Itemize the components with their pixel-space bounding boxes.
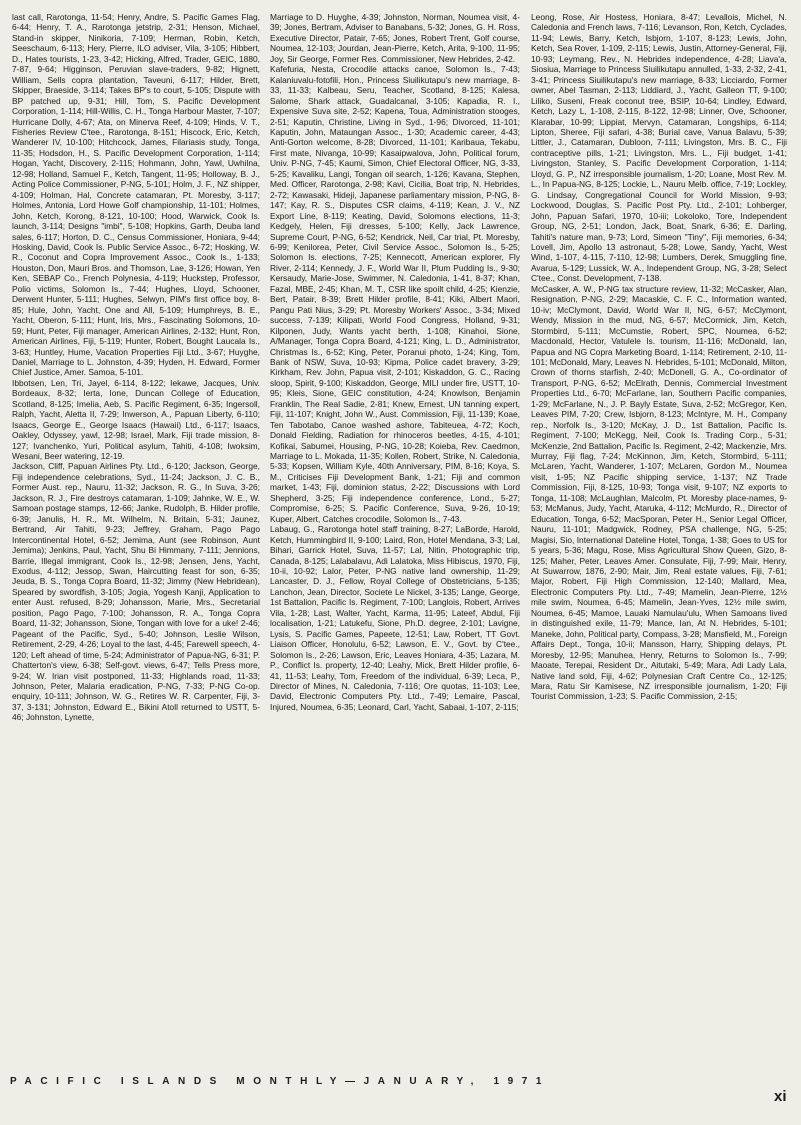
index-paragraph: Labaug, G., Rarotonga hotel staff training, 8-27; LaBorde, Harold, Ketch, Hummingbird II, 9-100; Laird, Ron, Hotel Mendana, 3-3; Lal, Bihari, Garrick Hotel, Suva, 11-57; Lal, Nitin, Photographic trip, Canada, 8-125; Lalabalavu, Adi Lalatoka, Miss Hibiscus, 1970, Fiji, 10-ii, 10-92; Lalor, Peter, P-NG native land ownership, 11-29; Lancaster, D. J., Fellow, Royal College of Obstetricians, 5-135; Lanchon, Jean, Director, Societe Le Nickel, 3-135; Lange, George, 1st Battalion, Pacific Is. Regiment, 7-100; Langlois, Robert, Arrives Vila, 1-28; Last, Walter, Yacht, Karma, 11-95; Lateef, Abdul, Fiji localisation, 1-21; Latukefu, Sione, Ph.D. degree, 2-101; Lavigne, Lysis, S. Pacific Games, Papeete, 12-51; Law, Robert, TT Govt. Liaison Officer, Honolulu, 6-52; Lawson, E. V., Govt. by C'tee., Solomon Is., 2-26; Lawson, Eric, Leaves Honiara, 4-35; Lazara, M. P., Conflict Is. property, 12-40; Leahy, Mick, Brett Hilder profile, 6-41, 11-53; Leahy, Tom, Freedom of the individual, 6-39; Leca, P., Director of Mines, N. Caledonia, 7-116; Ore quotas, 11-103; Lee, David, Electronic Computers Pty. Ltd., 7-49; Lemaire, Pascal, Injured, Noumea, 6-35; Leonard, Carl, Yacht, Sabaai, 1-107, 2-115;	[270, 524, 520, 712]
index-paragraph: last call, Rarotonga, 11-54; Henry, Andre, S. Pacific Games Flag, 6-44; Henry, T. A., Rarotonga jetstrip, 2-31; Henson, Michael, Stand-in skipper, Ninikoria, 7-109; Herman, Robin, Ketch, Seeschaum, 6-113; Hery, Pierre, ILO adviser, Vila, 3-105; Hibbert, D., Hates tourists, 1-23, 3-42; Hicking, Alfred, Trader, GEIC, 1880, 7-87, 9-64; Higginson, Peruvian slave-traders, 9-82; Hignett, William, Sells copra plantation, Taveuni, 6-117; Hilder, Brett, Skipper, Braeside, 3-114; Takes BP's to court, 5-105; Dispute with BP patched up, 9-31; Hill, Tom, S. Pacific Development Corporation, 1-114; Hill-Willis, C. H., Tonga Harbour Master, 7-107; Hurricane Dolly, 4-67; Ata, on Minerva Reef, 4-109; Hinds, V. T., Fisheries Review C'tee., Rarotonga, 8-151; Hiscock, Eric, Ketch, Wanderer IV, 10-100; Hitchcock, James, Filariasis study, Tonga, 11-35; Hodsdon, H., S. Pacific Development Corporation, 1-114; Hogan, Yacht, Discovery, 2-115; Hohmann, John, Yawl, Uwhilna, 12-98; Holland, Samuel F., Ketch, Tangent, 11-95; Holloway, B. J., Acting Police Commissioner, P-NG, 5-101; Holm, J. F., NZ shipper, 4-109; Holman, Hal, Concrete catamaran, Pt. Moresby, 3-117; Holmes, Antonia, Lord Howe Golf championship, 11-101; Holmes, John, Ketch, Korong, 8-121, 10-100; Hood, Warwick, Cook Is. launch, 3-114; Designs "imbi", 5-108; Hopkins, Garth, Deuba land sales, 6-117; Horton, D. C., Census Commissioner, Honiara, 9-44; Hosking, David, Cook Is. Public Service Assoc., 6-72; Hosking, W. R., Coconut and Copra Improvement Assoc., Cook Is., 1-133; Houston, Don, Mauri Bros. and Thomson, Lae, 3-126; Howan, Yen Ken, SEBAP Co., French Polynesia, 4-119; Huckstep, Professor, Polio victims, Solomon Is., 7-44; Hughes, Lloyd, Schooner, Derwent Hunter, 5-111; Hughes, Selwyn, PIM's first office boy, 8-85; Hule, John, Yacht, One and All, 5-109; Humphreys, B. E., Yacht, Oberon, 5-111; Hunt, Iris, Mrs., Fascinating Solomons, 10-59; Hunt, Peter, Fiji manager, American Airlines, 2-132; Hunt, Ron, American Airlines, Fiji, 5-119; Hunter, Robert, Bought Laucala Is., 3-63; Huntley, Hume, Vacation Properties Fiji Ltd., 3-67; Huyghe, Daniel, Marriage to L. Johnston, 4-39; Hyden, H. Edward, Former Chief Justice, Amer. Samoa, 5-101.	[12, 12, 260, 378]
index-column-1	[12, 12, 260, 1070]
index-paragraph: McCasker, A. W., P-NG tax structure review, 11-32; McCasker, Alan, Resignation, P-NG, 2-29; Macaskie, C. F. C., Information wanted, 10-iv; McClymont, David, World War II, NG, 6-57; McClymont, Wendy, Mission in the mud, NG, 6-57; McCormick, Jim, Ketch, Stormbird, 5-111; McCumstie, Robert, SPC, Noumea, 6-52; Macdonald, Hector, Vatulele Is. tourism, 11-116; McDonald, Ian, Papua and NG Copra Marketing Board, 1-114; Retirement, 2-10, 11-101; McDonald, Mary, Leaves N. Hebrides, 5-101; McDonald, Milton, Crown of thorns starfish, 2-40; McDonell, G. A., Co-ordinator of Transport, P-NG, 6-52; McElrath, Dennis, Commercial Investment Properties Ltd., 6-70; McFarlane, Ian, Southern Pacific companies, 1-29; McFarlane, N., J. P. Bayly Estate, Suva, 2-52; McGregor, Ken, Leaves PIM, 7-20; Crew, Isbjorn, 8-123; McIntyre, M. H., Company rep., Norfolk Is., 3-120; McKay, J. D., 1st Battalion, Pacific Is. Regiment, 7-100; McKegg, Neil, Cook Is. Trading Corp., 5-31; McKenzie, 2nd Battalion, Pacific Is. Regiment, 2-42; Mackenzie, Mrs. Murray, Fiji flag, 7-24; McKinnon, Jim, Ketch, Stormbird, 5-111; McLaren, Yacht, Wanderer, 1-107; McLaren, Gordon M., Noumea visit, 1-95; NZ Pacific shipping service, 1-137; NZ Trade Commission, Fiji, 8-125, 10-93; Tonga visit, 9-107; NZ exports to Tonga, 11-108; McLaughlan, Malcolm, Pt. Moresby place-names, 9-53; McManus, Judy, Yacht, Ataruka, 4-112; McMurdo, R., Director of Education, Tonga, 6-52; MacSporan, Peter H., Senior Legal Officer, Nauru, 11-101; Madgwick, Rodney, PSA challenge, NG, 5-25; Magisi, Sio, International Dateline Hotel, Tonga, 1-38; Goes to US for 5 years, 5-36; Magu, Rose, Miss Agricultural Show Queen, Gizo, 8-125; Maher, Peter, Leaves Amer. Consulate, Fiji, 7-99; Mair, Henry, At Suwarrow, 1876, 2-90; Mair, Jim, Real estate values, Fiji, 7-61; Major, Robert, Fiji High Commission, 12-140; Mallard, Mea, Electronic Computers Pty. Ltd., 7-49; Mamelin, Jean-Pierre, 12½ mile swim, Noumea, 6-45; Mamelin, Jean-Yves, 12½ mile swim, Noumea, 6-45; Mamoe, Lauaki Namulau'ulu, When Samoans lived in distinguished exile, 11-79; Mance, Ian, At N. Hebrides, 5-101; Maneke, John, Political party, Compass, 3-28; Mansfield, M., Foreign Affairs Dept., Tonga, 10-ii; Mansson, Harry, Shipping delays, Pt. Moresby, 12-95; Manuhea, Henry, Returns to Solomon Is., 7-99; Maoate, Terepai, Resident Dr., Aitutaki, 5-49; Mara, Adi Lady Lala, Native land sold, Fiji, 4-62; Polynesian Craft Centre Co., 12-125; Mara, Ratu Sir Kamisese, NZ irresponsible journalism, 1-20; Fiji Tourist Commission, 1-23; S. Pacific Commission, 2-15;	[531, 283, 787, 702]
page-number: xi	[774, 1088, 787, 1105]
index-column-3	[531, 12, 787, 1070]
footer-title: PACIFIC ISLANDS MONTHLY—JANUARY, 1971	[10, 1076, 551, 1087]
page-footer	[0, 1072, 801, 1112]
index-column-2	[270, 12, 520, 1070]
index-paragraph: Leong, Rose, Air Hostess, Honiara, 8-47; Levallois, Michel, N. Caledonia and French laws, 7-116; Levanson, Ron, Ketch, Cyclades, 11-94; Lewis, Barry, Ketch, Isbjorn, 1-107, 8-123; Lewis, John, Ketch, Sea Rover, 1-109, 2-115; Lewis, Justin, Attorney-General, Fiji, 10-93; Leymang, Rev., N. Hebrides independence, 4-28; Liava'a, Siosiua, Marriage to Princess Siuilikutapu annulled, 1-33, 2-32, 2-41, 3-41; Princess Siuilikutapu's new marriage, 8-33; Licciardo, Former owner, Abel Tasman, 2-113; Liddiard, J., Yacht, Galleon TT, 9-100; Liliko, Suseni, Freak coconut tree, BSIP, 10-64; Lindley, Edward, Ketch, Lazy L, 1-108, 2-115, 8-122, 12-98; Linner, Ove, Schooner, Klarabar, 10-99; Lippiat, Mervyn, Catamaran, Longships, 6-114; Lipton, Sheree, Fiji safari, 4-38; Burial cave, Vanua Balavu, 5-39; Littler, J., Catamaran, Dubloon, 7-111; Livingston, Mrs. B. C., Fiji contraceptive pills, 1-21; Livingston, Mrs. L., Fiji budget, 1-41; Livingston, Stanley, S. Pacific Development Corporation, 1-114; Lloyd, G. P., NZ irresponsible journalism, 1-20; Loane, Most Rev. M. L., In Papua-NG, 8-125; Lockie, L., Nauru Melb. office, 7-19; Lockley, G. Lindsay, Congregational Council for World Mission, 9-93; Lockwood, Douglas, S. Pacific Post Pty. Ltd., 2-101; Lohberger, John, Papuan Safari, 1970, 10-iii; Lokoloko, Tore, Independent Group, NG, 2-51; London, Jack, Boat, Snark, 6-36; E. Darling, Tahiti's nature man, 9-73; Lord, Simeon "Tiny", Fiji memories, 6-34; Lovell, Jim, Apollo 13 astronaut, 5-28; Lowe, Sandy, Yacht, West Wind, 1-107, 4-115, 7-110, 12-98; Lumbers, Derek, Smuggling fine, Avarua, 5-129; Lussick, W. A., Independent Group, NG, 3-28; Select C'tee., Const. Development, 7-138.	[531, 12, 787, 284]
index-paragraph: Jackson, Cliff, Papuan Airlines Pty. Ltd., 6-120; Jackson, George, Fiji independence celebrations, Syd., 11-24; Jackson, J. C. B., Former Aust. rep., Nauru, 11-32; Jackson, R. G., In Suva, 3-26; Jackson, R. J., Fire destroys catamaran, 1-109; Jahnke, W. E., W. Samoan postage stamps, 12-66; Janke, Rudolph, B. Hilder profile, 6-39; Janulis, H. R., Mt. Wilhelm, N. Britain, 5-31; Jaunez, Bertrand, Air Tahiti, 9-23; Jeffrey, Graham, Pago Pago Intercontinental Hotel, 6-52; Jemima, Aunt (see Robinson, Aunt Jemima); Jenkins, Paul, Yacht, Shu Bi Himmany, 7-111; Jennions, Barrie, Illegal immigrant, Cook Is., 12-98; Jensen, Jens, Yacht, Exodus, 4-112; Jessop, Swan, Haircutting feast for son, 6-35; Jeuda, B. S., Tonga Copra Board, 11-32; Jimmy (New Hebridean), Speared by swordfish, 3-105; Jogia, Yogesh Kanji, Application to enter Aust. refused, 8-29; Johansson, Marie, Mrs., Secretarial position, Pago Pago, 7-100; Johansson, R. A., Tonga Copra Board, 11-32; Johansson, Sione, Tongan with love for a uke! 2-46; Pageant of the Pacific, Syd., 5-40; Johnson, Leslie Wilson, Retirement, 2-29, 4-26; Loyal to the last, 4-45; Farewell speech, 4-120; Left ahead of time, 5-24; Administrator of Papua-NG, 6-31; P. Chatterton's view, 6-38; Self-govt. views, 6-47; Tells Press more, 9-24; W. Irian visit postponed, 11-33; Highlands road, 11-33; Johnson, Peter, Malaria eradication, P-NG, 7-33; P-NG Co-op. enquiry, 10-111; Johnson, W. G., Retires W. R. Carpenter, Fiji, 3-37, 3-131; Johnston, Edward E., Bikini Atoll returned to USTT, 5-46; Johnston, Lynette,	[12, 461, 260, 723]
index-paragraph: Kafefuria, Nesta, Crocodile attacks canoe, Solomon Is., 7-43; Kalaniuvalu-fotofili, Hon., Princess Siuilikutapu's new marriage, 8-33, 11-33; Kalbeau, Seru, Teacher, Scotland, 8-125; Kalesa, Salome, Shark attack, Guadalcanal, 3-105; Kapadia, R. I., Expensive Suva site, 2-52; Kapena, Toua, Administration stooges, 2-51; Kaputin, Christine, Living in Syd., 1-96; Divorced, 11-101; Kaputin, John, Mataungan Assoc., 1-30; Academic career, 4-43; Anti-Gorton welcome, 8-28; Divorced, 11-101; Karibaua, Tekabu, First mate, Nivanga, 10-99; Kasaipwalova, John, Political forum, Univ. P-NG, 7-45; Kaumi, Simon, Chief Electoral Officer, NG, 3-33, 5-25; Kavaliku, Langi, Tongan oil search, 1-126; Kavana, Stephen, Med. Officer, Rarotonga, 2-98; Kavi, Cicilia, Boat trip, N. Hebrides, 2-72; Kawasaki, Hideji, Japanese parliamentary mission, P-NG, 8-147; Kay, R. S., Disputes CSR claims, 4-119; Kean, J. V., NZ Export Line, 8-119; Keating, David, Solomons elections, 11-3; Kedgely, Helen, Fiji dresses, 5-100; Kelly, Jack Lawrence, Supreme Court, P-NG, 6-52; Kendrick, Neil, Car trial, Pt. Moresby, 6-99; Kenilorea, Peter, Civil Service Assoc., Solomon Is., 5-25; Solomon Is. elections, 7-25; Kennecott, American explorer, Fly River, 2-114; Kennedy, J. F., World War II, Plum Pudding Is., 9-30; Kersaudy, Marie-Jose, Swimmer, N. Caledonia, 1-41, 8-37; Khan, Fazal, MBE, 2-45; Khan, M. T., CSR like spoilt child, 4-25; Kienzie, Bert, Patair, 8-39; Brett Hilder profile, 8-41; Kiki, Albert Maori, Pangu Pati Nius, 3-29; Pt. Moresby Workers' Assoc., 3-34; Mixed success, 7-139; Kilipati, World Food Congress, Holland, 9-31; Kilponen, Judy, Wants yacht berth, 1-108; Kinahoi, Sione, A/Manager, Tonga Copra Board, 4-121; King, L. D., Administrator, Christmas Is., 6-52; King, Peter, Poranui photo, 1-24; King, Tom, Bank of NSW, Suva, 10-93; Kipma, Police cadet bravery, 3-29; Kirkham, Rev. John, Papua visit, 2-101; Kiskaddon, G. C., Racing sloop, Spirit, 9-100; Kiskaddon, George, MILI under fire, USTT, 10-95; Kleis, Sione, GEIC constitution, 4-24; Knowlson, Benjamin Franklin, The Real Sadie, 2-81; Knew, Ernest, UN tanning expert, Fiji, 11-107; Knight, John W., Aust. Commission, Fiji, 11-139; Koae, Ten Tabotabo, Canoe washed ashore, Tabiteuea, 4-72; Koch, Donald Fielding, Radiation for rhinoceros beetles, 4-15, 4-101; Kofikai, Sabumei, Housing, P-NG, 10-28; Koieba, Rev. Caedmon, Marriage to L. Mokada, 11-35; Kollen, Robert, Strike, N. Caledonia, 5-33; Kopsen, William Kyle, 40th Anniversary, PIM, 8-16; Koya, S. M., Criticises Fiji Development Bank, 1-21; Fiji and common market, 1-43; Fiji, dominion status, 2-22; Discussions with Lord Shepherd, 3-25; Fiji independence conference, Lond., 5-27; Compromise, 6-25; S. Pacific Conference, Suva, 9-26, 10-19; Kuper, Albert, Catches crocodile, Solomon Is., 7-43.	[270, 64, 520, 524]
index-paragraph: Ibbotsen, Len, Tri, Jayel, 6-114, 8-122; Iekawe, Jacques, Univ. Bordeaux, 8-32; Ierta, Ione, Duncan College of Education, Scotland, 8-125; Imelia, Aeb, S. Pacific Regiment, 6-35; Ingersoll, Ralph, Yacht, Aletta II, 7-29; Inwerson, A., Papuan Liberty, 6-110; Isaacs, George E., George Isaacs (Hawaii) Ltd., 6-117; Isaacs, Oakley, Odyssey, yawl, 12-98; Israel, Mark, Fiji trade mission, 8-127; Ivanchenko, Yuri, Political asylum, Tahiti, 4-108; Iwoksim, Wesani, Beer watering, 12-19.	[12, 377, 260, 462]
index-paragraph: Marriage to D. Huyghe, 4-39; Johnston, Norman, Noumea visit, 4-39; Jones, Bertram, Adviser to Banabans, 5-32; Jones, G. H. Ross, Executive Director, Patair, 7-65; Jones, Robert Trent, Golf course, Noumea, 12-103; Jourdan, Jean-Pierre, Ketch, Arita, 9-100, 11-95; Joy, Sir George, Former Res. Commissioner, New Hebrides, 2-42.	[270, 12, 520, 64]
